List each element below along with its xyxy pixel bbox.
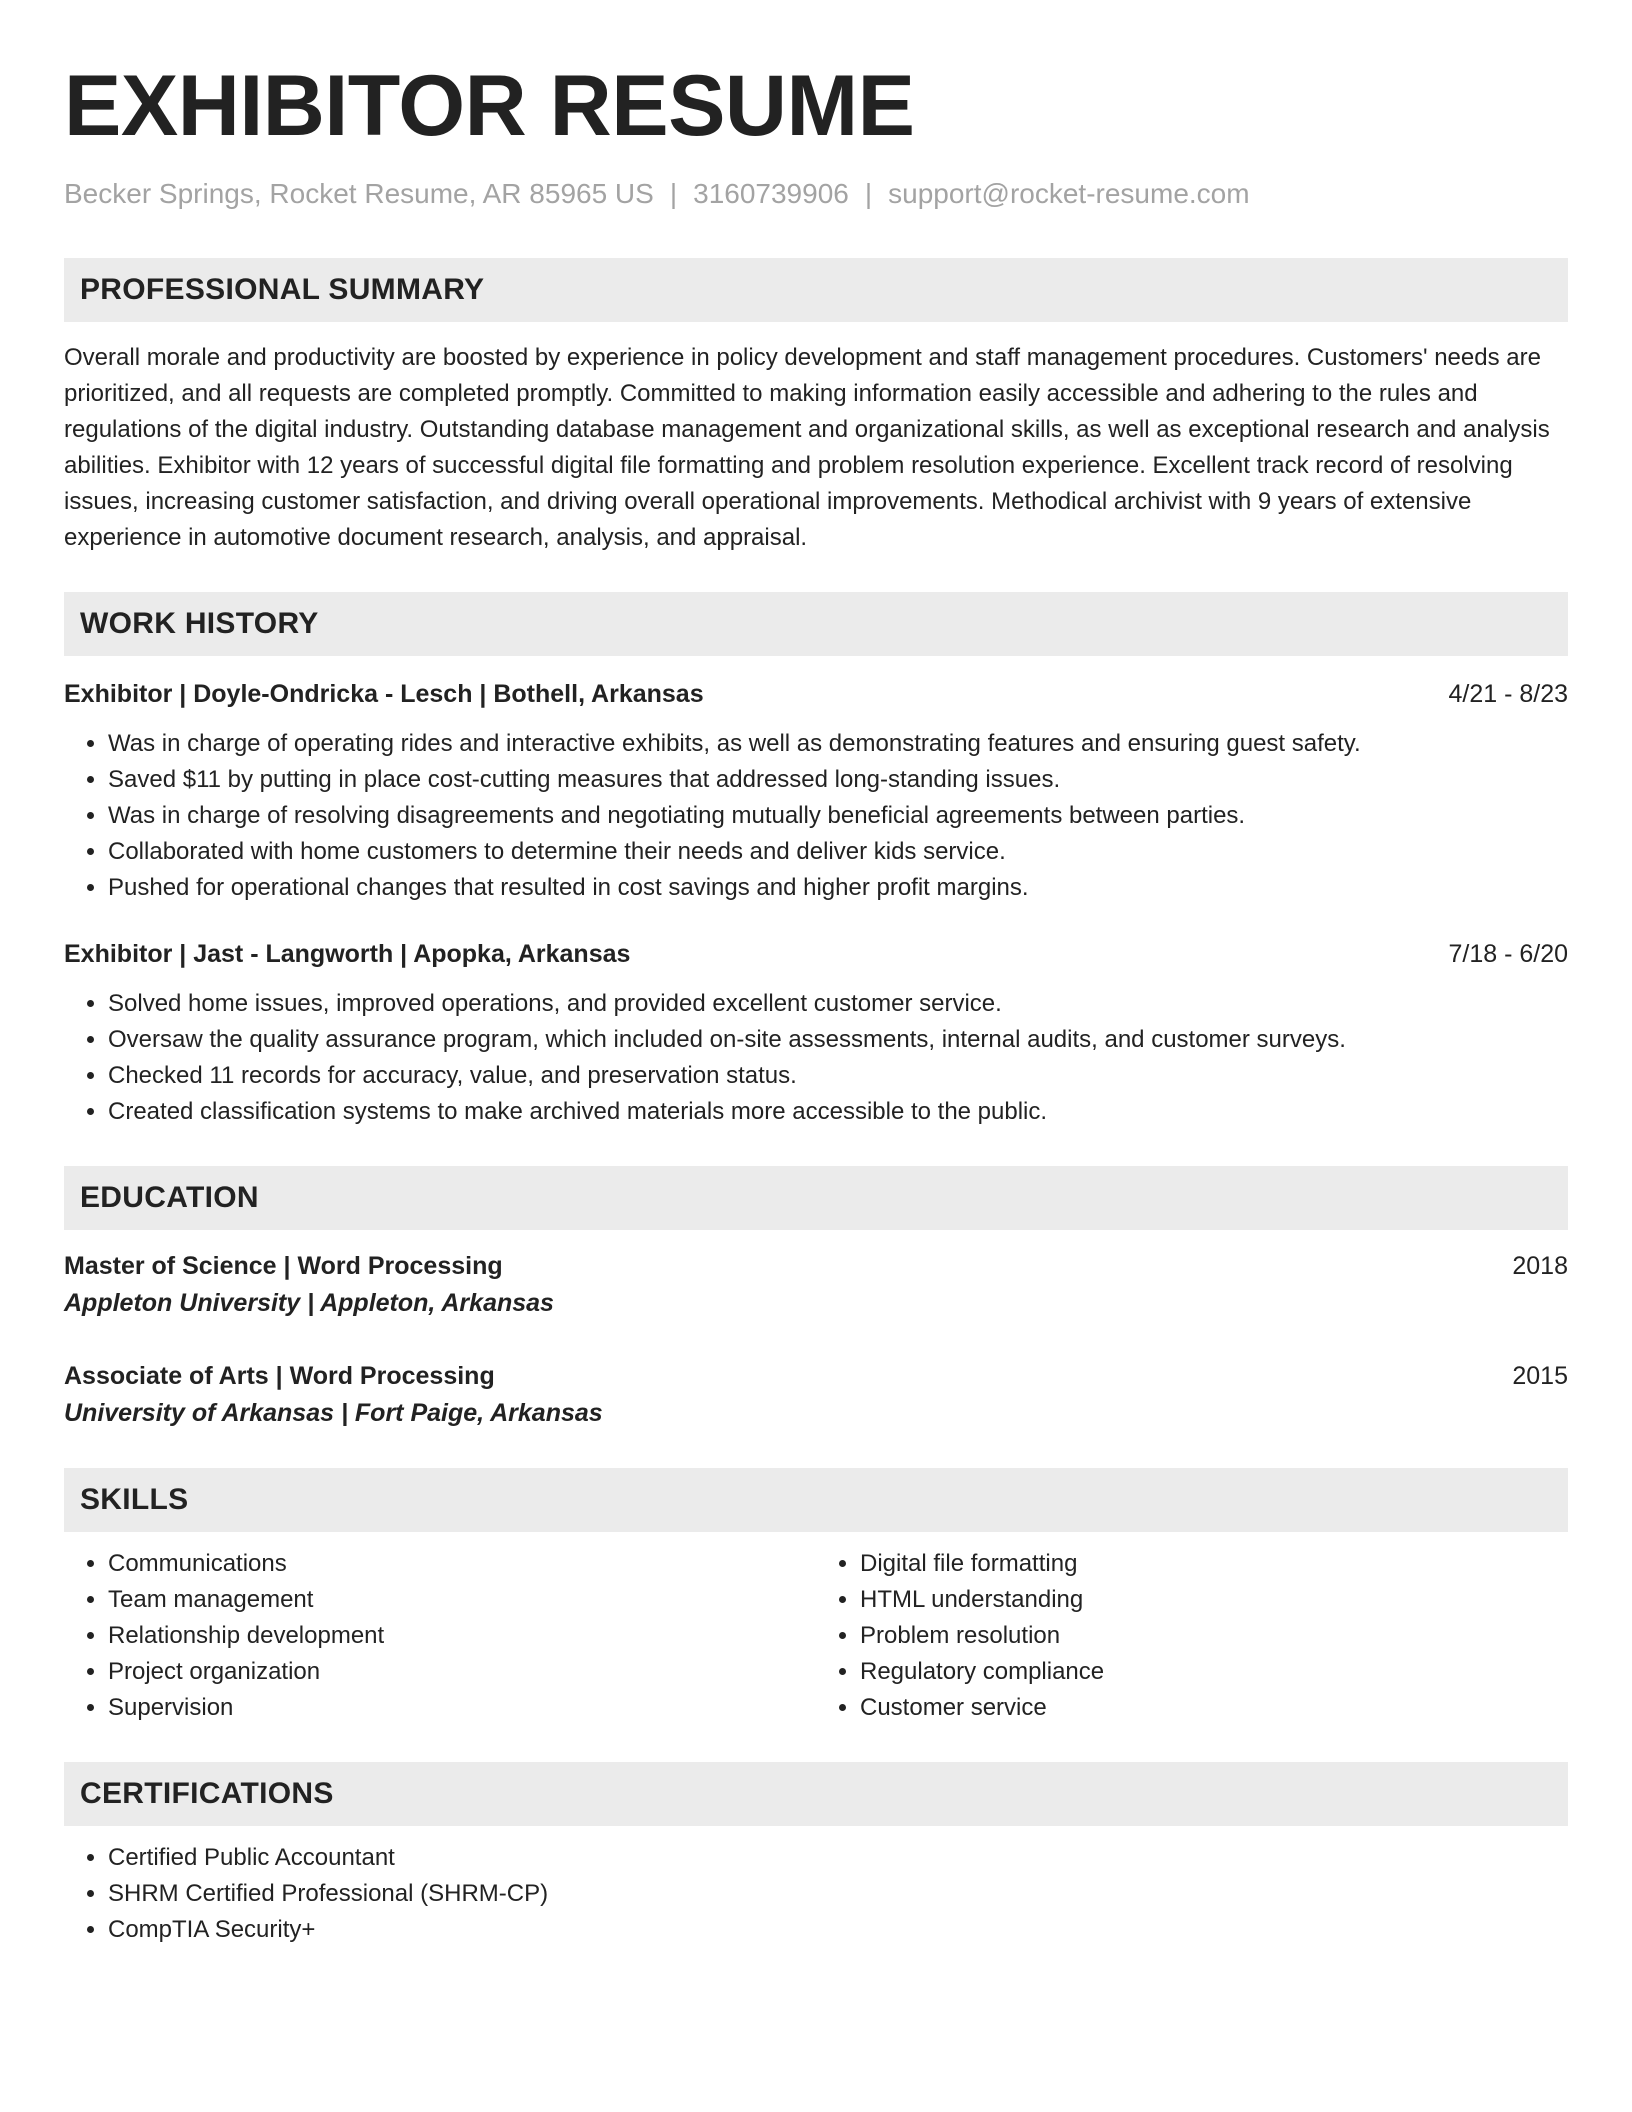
education-entry: [64, 1248, 1568, 1322]
certification-item: • Certified Public Accountant: [108, 1840, 1568, 1876]
contact-separator: |: [864, 178, 873, 209]
education-year: 2018: [1512, 1252, 1568, 1280]
job-dates: 7/18 - 6/20: [1448, 940, 1568, 968]
contact-address: Becker Springs, Rocket Resume, AR 85965 US: [64, 178, 654, 209]
education-degree: Master of Science | Word Processing: [64, 1252, 503, 1280]
skill-item: • Customer service: [860, 1690, 1568, 1726]
education-year: 2015: [1512, 1362, 1568, 1390]
contact-separator: |: [669, 178, 678, 209]
section-title-summary: PROFESSIONAL SUMMARY: [80, 273, 485, 306]
section-header-summary: [64, 258, 1568, 322]
skill-item: • Problem resolution: [860, 1618, 1568, 1654]
certifications-list: [64, 1840, 1568, 1948]
summary-text: Overall morale and productivity are boosted by experience in policy development and staff management procedures. Customers' needs are prioritized, and all requests are completed promptly. Committed to making information easily accessible and adhering to the rules and regulations of the digital industry. Outstanding database management and organizational skills, as well as exceptional research and analysis abilities. Exhibitor with 12 years of successful digital file formatting and problem resolution experience. Excellent track record of resolving issues, increasing customer satisfaction, and driving overall operational improvements. Methodical archivist with 9 years of extensive experience in automotive document research, analysis, and appraisal.: [64, 344, 1550, 551]
section-header-work-history: [64, 592, 1568, 656]
job-bullet: • Pushed for operational changes that resulted in cost savings and higher profit margins.: [108, 870, 1568, 906]
job-header: [64, 676, 1568, 712]
job-bullet: • Oversaw the quality assurance program, which included on-site assessments, internal audits, and customer surveys.: [108, 1022, 1568, 1058]
section-header-certifications: [64, 1762, 1568, 1826]
section-title-education: EDUCATION: [80, 1181, 259, 1214]
contact-line: [64, 176, 1568, 212]
section-title-work-history: WORK HISTORY: [80, 607, 319, 640]
job-bullet: • Created classification systems to make archived materials more accessible to the public.: [108, 1094, 1568, 1130]
section-title-certifications: CERTIFICATIONS: [80, 1777, 334, 1810]
job-bullet: • Solved home issues, improved operations, and provided excellent customer service.: [108, 986, 1568, 1022]
skills-column-left: [64, 1546, 816, 1726]
section-header-education: [64, 1166, 1568, 1230]
job-bullet: • Collaborated with home customers to determine their needs and deliver kids service.: [108, 834, 1568, 870]
job-entry: [64, 936, 1568, 1130]
education-header: [64, 1358, 1568, 1394]
education-school: Appleton University | Appleton, Arkansas: [64, 1289, 554, 1317]
skill-item: • Project organization: [108, 1654, 816, 1690]
job-title: Exhibitor | Jast - Langworth | Apopka, Arkansas: [64, 940, 631, 968]
education-school: University of Arkansas | Fort Paige, Arkansas: [64, 1399, 603, 1427]
skill-item: • Team management: [108, 1582, 816, 1618]
job-bullet: • Was in charge of operating rides and interactive exhibits, as well as demonstrating features and ensuring guest safety.: [108, 726, 1568, 762]
job-bullets: [64, 726, 1568, 906]
job-bullet: • Checked 11 records for accuracy, value, and preservation status.: [108, 1058, 1568, 1094]
education-header: [64, 1248, 1568, 1284]
certification-item: • SHRM Certified Professional (SHRM-CP): [108, 1876, 1568, 1912]
skills-grid: [64, 1546, 1568, 1726]
skill-item: • Supervision: [108, 1690, 816, 1726]
job-header: [64, 936, 1568, 972]
skill-item: • HTML understanding: [860, 1582, 1568, 1618]
job-entry: [64, 676, 1568, 906]
job-bullet: • Was in charge of resolving disagreements and negotiating mutually beneficial agreements between parties.: [108, 798, 1568, 834]
section-title-skills: SKILLS: [80, 1483, 189, 1516]
skill-item: • Relationship development: [108, 1618, 816, 1654]
skill-item: • Communications: [108, 1546, 816, 1582]
job-dates: 4/21 - 8/23: [1448, 680, 1568, 708]
contact-email[interactable]: support@rocket-resume.com: [888, 178, 1250, 209]
skill-item: • Digital file formatting: [860, 1546, 1568, 1582]
skill-item: • Regulatory compliance: [860, 1654, 1568, 1690]
job-bullets: [64, 986, 1568, 1130]
certification-item: • CompTIA Security+: [108, 1912, 1568, 1948]
job-bullet: • Saved $11 by putting in place cost-cutting measures that addressed long-standing issues.: [108, 762, 1568, 798]
resume-title: EXHIBITOR RESUME: [64, 58, 915, 154]
skills-column-right: [816, 1546, 1568, 1726]
education-degree: Associate of Arts | Word Processing: [64, 1362, 495, 1390]
education-entry: [64, 1358, 1568, 1432]
contact-phone: 3160739906: [693, 178, 849, 209]
section-header-skills: [64, 1468, 1568, 1532]
job-title: Exhibitor | Doyle-Ondricka - Lesch | Bothell, Arkansas: [64, 680, 704, 708]
